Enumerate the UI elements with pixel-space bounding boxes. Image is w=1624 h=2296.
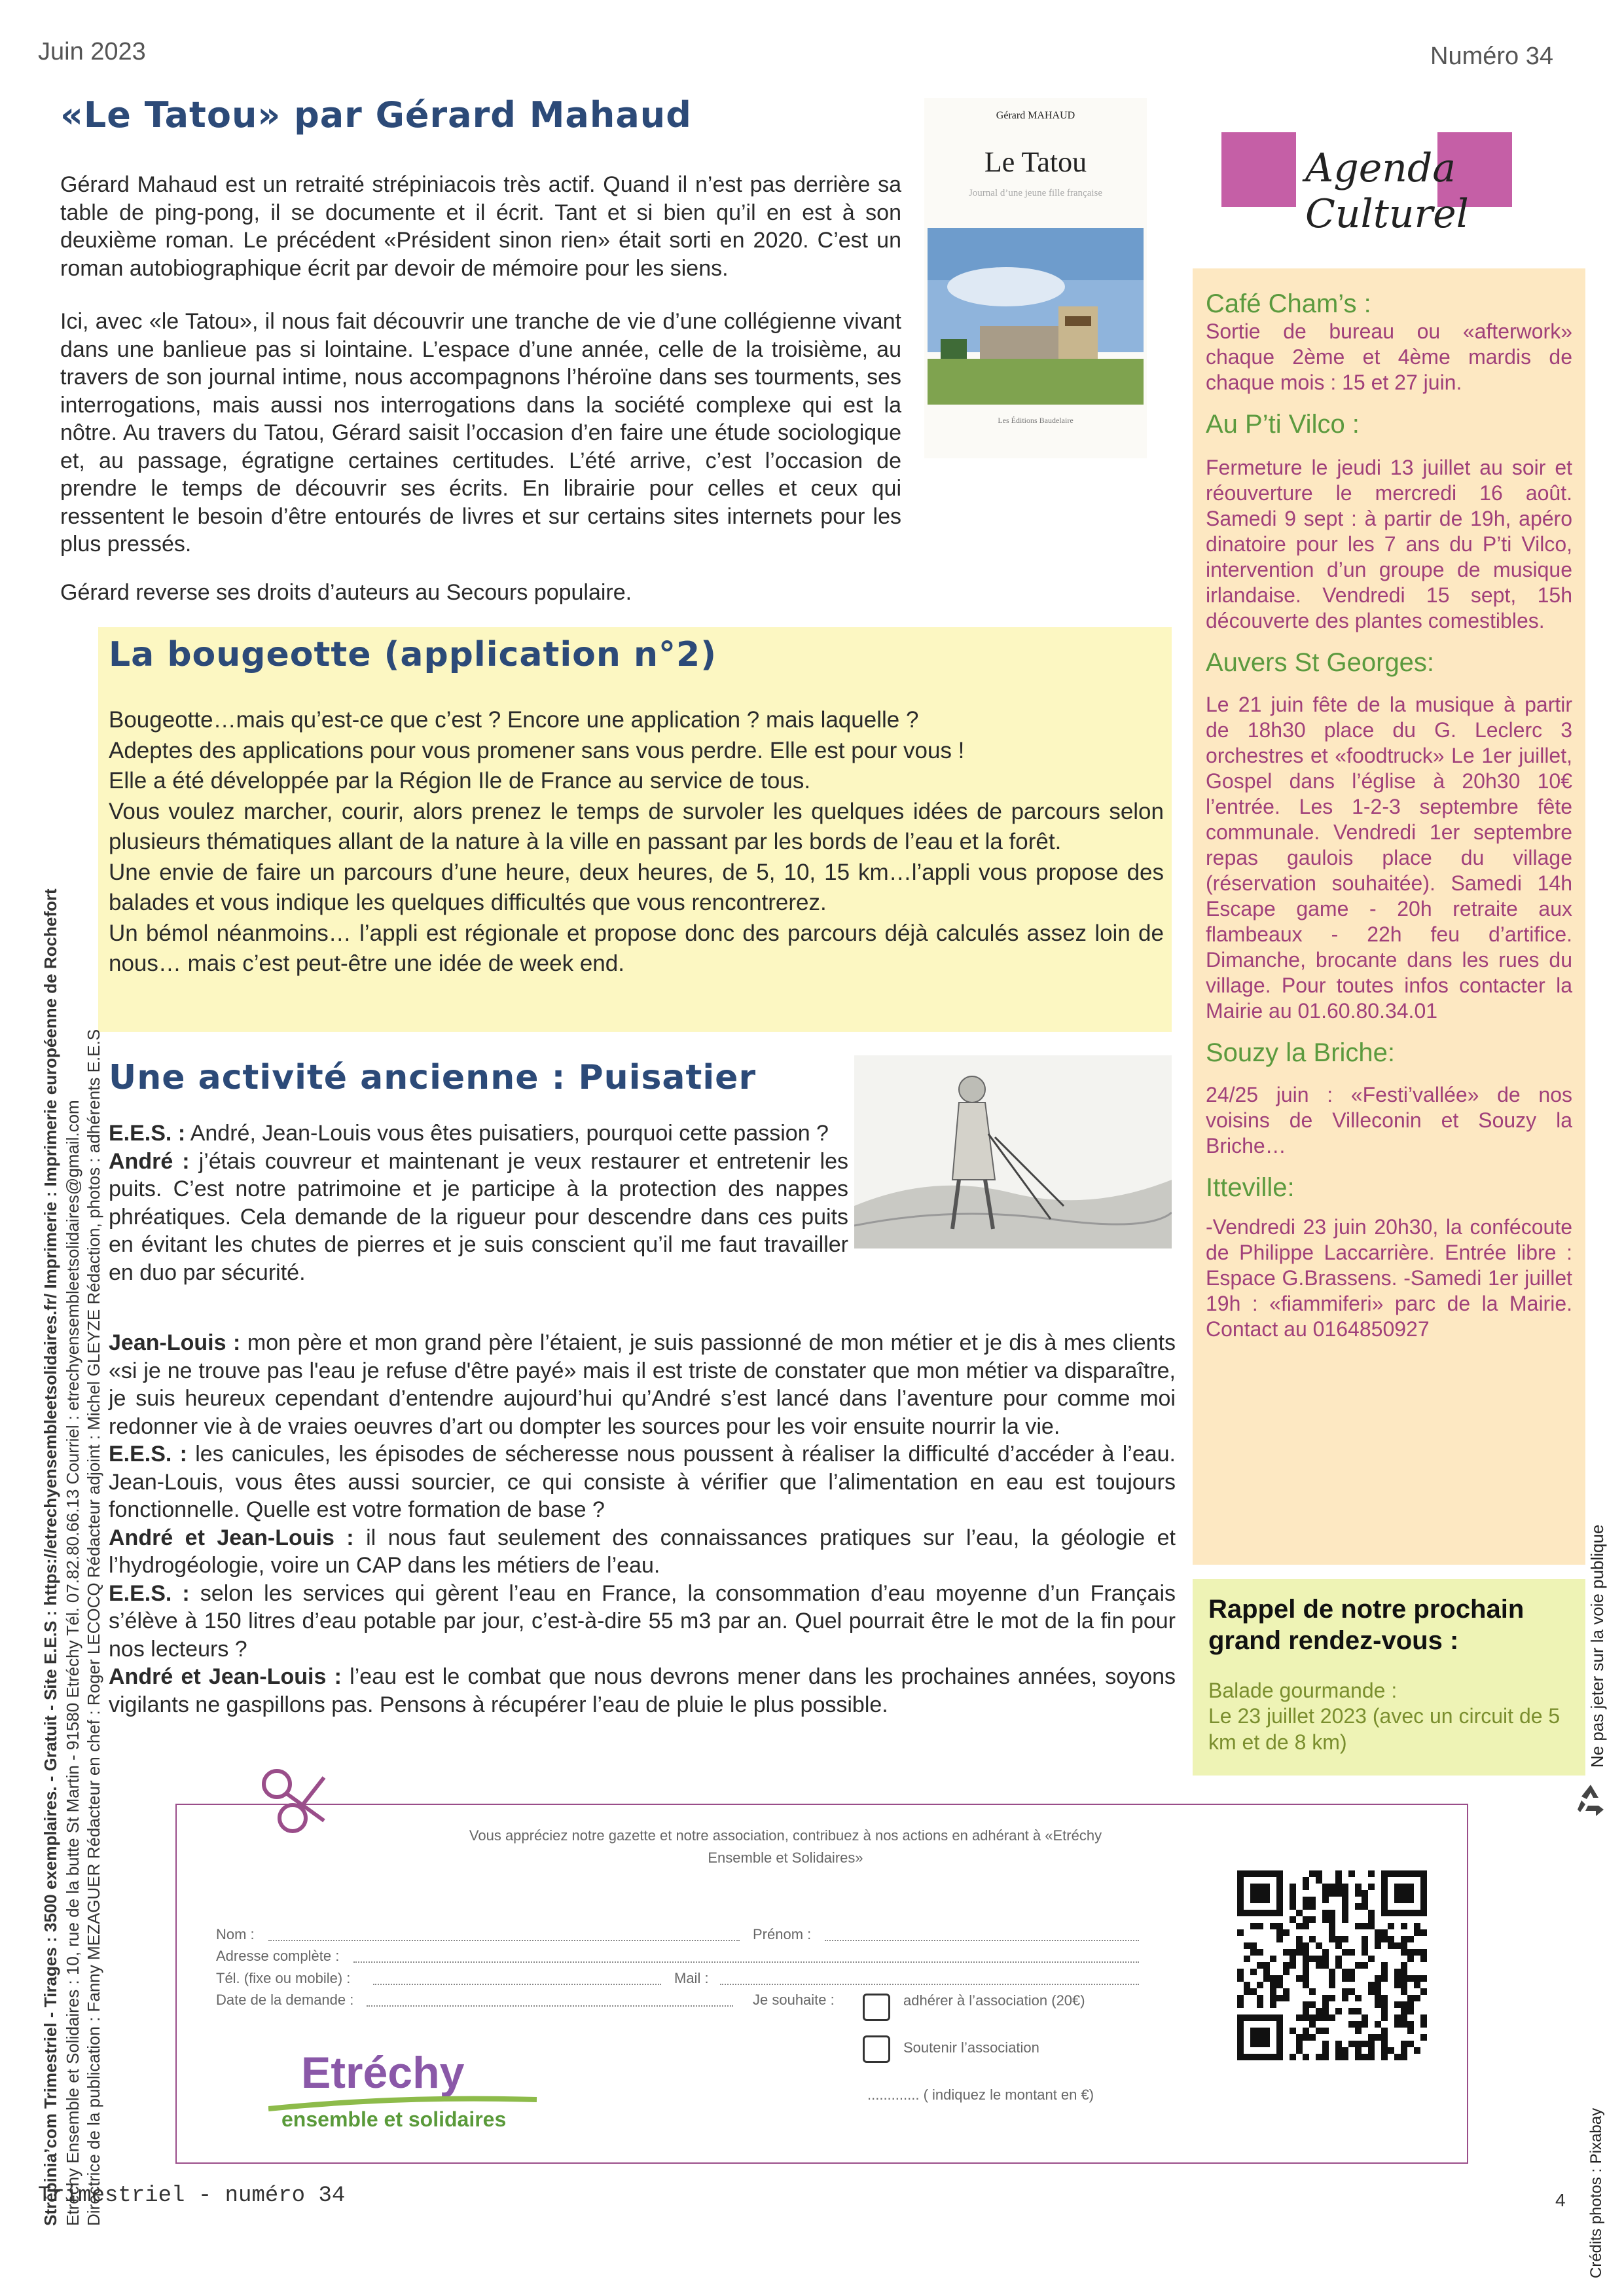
agenda-place: Itteville:: [1206, 1173, 1295, 1202]
form-mail-label: Mail :: [674, 1970, 709, 1986]
rappel-box: [1193, 1579, 1585, 1776]
puisatier-text-narrow: [109, 1120, 848, 1286]
tatou-text-continued: [60, 308, 901, 556]
agenda-text: 24/25 juin : «Festi’vallée» de nos voisins de Villeconin et Souzy la Briche…: [1206, 1083, 1572, 1157]
puisatier-text-wide: [109, 1329, 1176, 1719]
rappel-details: Le 23 juillet 2023 (avec un circuit de 5 km et de 8 km): [1208, 1704, 1561, 1754]
form-souhaite-label: Je souhaite :: [753, 1992, 835, 2008]
agenda-text: Le 21 juin fête de la musique à partir de 18h30 place du G. Leclerc 3 orchestres et «foodtruck» Le 1er juillet, Gospel dans l’église à 20h30 10€ l’entrée. Les 1-2-3 septembre fête communale. Vendredi 1er septembre repas gaulois place du village (réservation souhaitée). Samedi 14h Escape game - 20h retraite aux flambeaux - 22h feu d’artifice. Dimanche, brocante dans les rues du village. Pour toutes infos contacter la Mairie au 01.60.80.34.01: [1206, 693, 1572, 1023]
agenda-place: Auvers St Georges:: [1206, 648, 1435, 677]
logo-etrechy: Etréchy: [301, 2048, 465, 2098]
agenda-place: Café Cham’s :: [1206, 289, 1371, 318]
dialogue-text: il nous faut seulement des connaissances pratiques sur l’eau, la géologie et l’hydrogéologie, voire un CAP dans les métiers de l’eau.: [109, 1525, 1176, 1578]
recycle-icon: [1571, 1781, 1610, 1820]
form-option-adherer: adhérer à l’association (20€): [903, 1992, 1085, 2009]
logo-subtitle: ensemble et solidaires: [281, 2107, 507, 2131]
rappel-event: Balade gourmande :: [1208, 1679, 1398, 1702]
form-nom-field[interactable]: [268, 1928, 740, 1941]
agenda-text: -Vendredi 23 juin 20h30, la confécoute de Philippe Laccarrière. Entrée libre : Espace G.Brassens. -Samedi 1er juillet 19h : «fiammiferi» parc de la Mairie. Contact au 0164850927: [1206, 1215, 1572, 1341]
book-cover: [924, 98, 1147, 458]
form-adresse-field[interactable]: [353, 1950, 1139, 1963]
agenda-text: Sortie de bureau ou «afterwork» chaque 2ème et 4ème mardis de chaque mois : 15 et 27 juin.: [1206, 319, 1572, 394]
tatou-paragraph-2: Ici, avec «le Tatou», il nous fait découvrir une tranche de vie d’une collégienne vivant dans une banlieue pas si lointaine. L’espace d’une année, celle de la troisième, au travers de son journal intime, nous accompagnons l’héroïne dans ses tourments, ses interrogations, mais aussi nos interrogations dans la société complexe qui est la nôtre. Au travers du Tatou, Gérard saisit l’occasion d’en faire une étude sociologique et, au passage, égratigne certaines certitudes. L’été arrive, c’est l’occasion de prendre le temps de découvrir ses écrits. En librairie pour celles et ceux qui ressentent le besoin d’être entourés de livres et sur certains sites internets pour les plus pressés.: [60, 309, 901, 556]
dialogue-text: André, Jean-Louis vous êtes puisatiers, pourquoi cette passion ?: [185, 1121, 829, 1146]
agenda-place: Souzy la Briche:: [1206, 1038, 1396, 1067]
side-notice: Ne pas jeter sur la voie publique: [1587, 1524, 1607, 1768]
bougeotte-line: Une envie de faire un parcours d’une heure, deux heures, de 5, 10, 15 km…l’appli vous propose des balades et vous indique les quelques difficultés que vous rencontrerez.: [109, 859, 1164, 915]
form-option-soutenir: Soutenir l’association: [903, 2039, 1039, 2056]
dialogue-speaker: André :: [109, 1148, 190, 1174]
side-left-line-3: Directrice de la publication : Fanny MEZAGUER Rédacteur en chef : Roger LECOCQ Rédacteur adjoint : Michel GLEYZE Rédaction, photos : adhérents E.E.S: [84, 1029, 103, 2226]
dialogue-text: l’eau est le combat que nous devrons mener dans les prochaines années, soyons vigilants ne gaspillons pas. Pensons à récupérer l’eau de pluie le plus possible.: [109, 1664, 1176, 1717]
agenda-text: Fermeture le jeudi 13 juillet au soir et réouverture le mercredi 16 août. Samedi 9 sept : à partir de 19h, apéro dinatoire pour les 7 ans du P’ti Vilco, intervention d’un groupe de musique irlandaise. Vendredi 15 sept, 15h découverte des plantes comestibles.: [1206, 456, 1572, 632]
dialogue-text: les canicules, les épisodes de sécheresse nous poussent à réaliser la difficulté d’accéder à l’eau. Jean-Louis, vous êtes aussi sourcier, ce qui consiste à vérifier que l’alimentation en eau est toujours fonctionnelle. Quelle est votre formation de base ?: [109, 1442, 1176, 1522]
bougeotte-line: Bougeotte…mais qu’est-ce que c’est ? Encore une application ? mais laquelle ?: [109, 707, 919, 733]
form-montant[interactable]: ............. ( indiquez le montant en €): [867, 2086, 1094, 2103]
dialogue-text: j’étais couvreur et maintenant je veux restaurer et entretenir les puits. C’est notre patrimoine et je participe à la protection des nappes phréatiques. Cela demande de la rigueur pour descendre dans ces puits en évitant les chutes de pierres et je suis conscient qu’il me faut travailler en duo par sécurité.: [109, 1148, 848, 1285]
form-nom-label: Nom :: [216, 1926, 255, 1942]
header-issue: Numéro 34: [1430, 43, 1553, 70]
bougeotte-title: La bougeotte (application n°2): [109, 635, 717, 674]
form-tel-field[interactable]: [373, 1972, 661, 1985]
form-prenom-label: Prénom :: [753, 1926, 812, 1942]
agenda-box: [1193, 268, 1585, 1565]
dialogue-text: mon père et mon grand père l’étaient, je suis passionné de mon métier et je dis à mes clients «si je ne trouve pas l'eau je refuse d'être payé» mais il est triste de constater que mon métier va disparaître, je suis heureux cependant d’entendre aujourd’hui qu’André s’est lancé dans l’aventure pour comme moi redonner vie à de vraies oeuvres d’art ou dompter les sources pour les voir ensuite nourrir la vie.: [109, 1330, 1176, 1439]
tatou-text-top: [60, 171, 901, 282]
form-tel-label: Tél. (fixe ou mobile) :: [216, 1970, 351, 1986]
rappel-title: Rappel de notre prochain grand rendez-vous :: [1208, 1595, 1525, 1655]
form-adresse-label: Adresse complète :: [216, 1948, 340, 1964]
tatou-title: «Le Tatou» par Gérard Mahaud: [60, 94, 692, 136]
agenda-square-left: [1221, 132, 1296, 207]
book-title: Le Tatou: [984, 146, 1087, 178]
side-left-line-2: Etréchy Ensemble et Solidaires : 10, rue de la butte St Martin - 91580 Etréchy Tél. 07.82.80.66.13 Courriel : etrechyensembleetsolidaires@gmail.com: [63, 1100, 82, 2226]
bougeotte-line: Adeptes des applications pour vous promener sans vous perdre. Elle est pour vous !: [109, 737, 965, 763]
tatou-paragraph-1: Gérard Mahaud est un retraité strépiniacois très actif. Quand il n’est pas derrière sa table de ping-pong, il se documente et il écrit. Tant et si bien qu’il en est à son deuxième roman. Le précédent «Président sinon rien» était sorti en 2020. C’est un roman autobiographique écrit par devoir de mémoire pour les siens.: [60, 172, 901, 281]
book-publisher: Les Éditions Baudelaire: [998, 416, 1074, 425]
form-mail-field[interactable]: [720, 1972, 1139, 1985]
book-cover-photo: [928, 228, 1144, 405]
bougeotte-line: Elle a été développée par la Région Ile de France au service de tous.: [109, 768, 811, 793]
checkbox-adherer[interactable]: [863, 1994, 890, 2021]
book-author: Gérard MAHAUD: [996, 110, 1075, 121]
agenda-title: Agenda Culturel: [1305, 145, 1469, 237]
membership-form: [175, 1804, 1468, 2164]
side-left-line-1: Strépinia’com Trimestriel - Tirages : 3500 exemplaires. - Gratuit - Site E.E.S : https://etrechyensembleetsolidaires.fr/ Imprimerie : Imprimerie européenne de Rochefort: [41, 888, 60, 2226]
tatou-paragraph-3: Gérard reverse ses droits d’auteurs au Secours populaire.: [60, 580, 632, 605]
dialogue-speaker: E.E.S. :: [109, 1121, 186, 1146]
form-prenom-field[interactable]: [825, 1928, 1139, 1941]
dialogue-speaker: E.E.S. :: [109, 1442, 187, 1467]
book-subtitle: Journal d’une jeune fille française: [968, 188, 1103, 198]
checkbox-soutenir[interactable]: [863, 2035, 890, 2063]
bougeotte-line: Un bémol néanmoins… l’appli est régionale et propose donc des parcours déjà calculés assez loin de nous… mais c’est peut-être une idée de week end.: [109, 920, 1164, 976]
puisatier-title: Une activité ancienne : Puisatier: [109, 1058, 757, 1097]
form-intro: Vous appréciez notre gazette et notre association, contribuez à nos actions en adhérant à «Etréchy Ensemble et Solidaires»: [469, 1827, 1102, 1866]
tatou-text-bottom: [60, 579, 1166, 607]
puisatier-engraving: [854, 1055, 1172, 1248]
dialogue-speaker: André et Jean-Louis :: [109, 1525, 354, 1550]
form-date-label: Date de la demande :: [216, 1992, 354, 2008]
header-date: Juin 2023: [38, 38, 146, 65]
bougeotte-line: Vous voulez marcher, courir, alors prenez le temps de survoler les quelques idées de parcours selon plusieurs thématiques allant de la nature à la ville en passant par les bords de l’eau et la forêt.: [109, 798, 1164, 854]
dialogue-text: selon les services qui gèrent l’eau en France, la consommation d’eau moyenne d’un Français s’élève à 150 litres d’eau potable par jour, c’est-à-dire 55 m3 par an. Quel pourrait être le mot de la fin pour nos lecteurs ?: [109, 1580, 1176, 1662]
form-date-field[interactable]: [367, 1994, 733, 2007]
agenda-place: Au P’ti Vilco :: [1206, 410, 1360, 439]
page-number: 4: [1555, 2190, 1566, 2210]
qr-code[interactable]: [1237, 1870, 1427, 2060]
dialogue-speaker: Jean-Louis :: [109, 1330, 241, 1355]
dialogue-speaker: E.E.S. :: [109, 1580, 190, 1606]
bougeotte-text: [109, 705, 1164, 979]
side-credits: Crédits photos : Pixabay: [1587, 2107, 1605, 2278]
footer-left: Trimestriel - numéro 34: [38, 2183, 346, 2208]
dialogue-speaker: André et Jean-Louis :: [109, 1664, 342, 1689]
